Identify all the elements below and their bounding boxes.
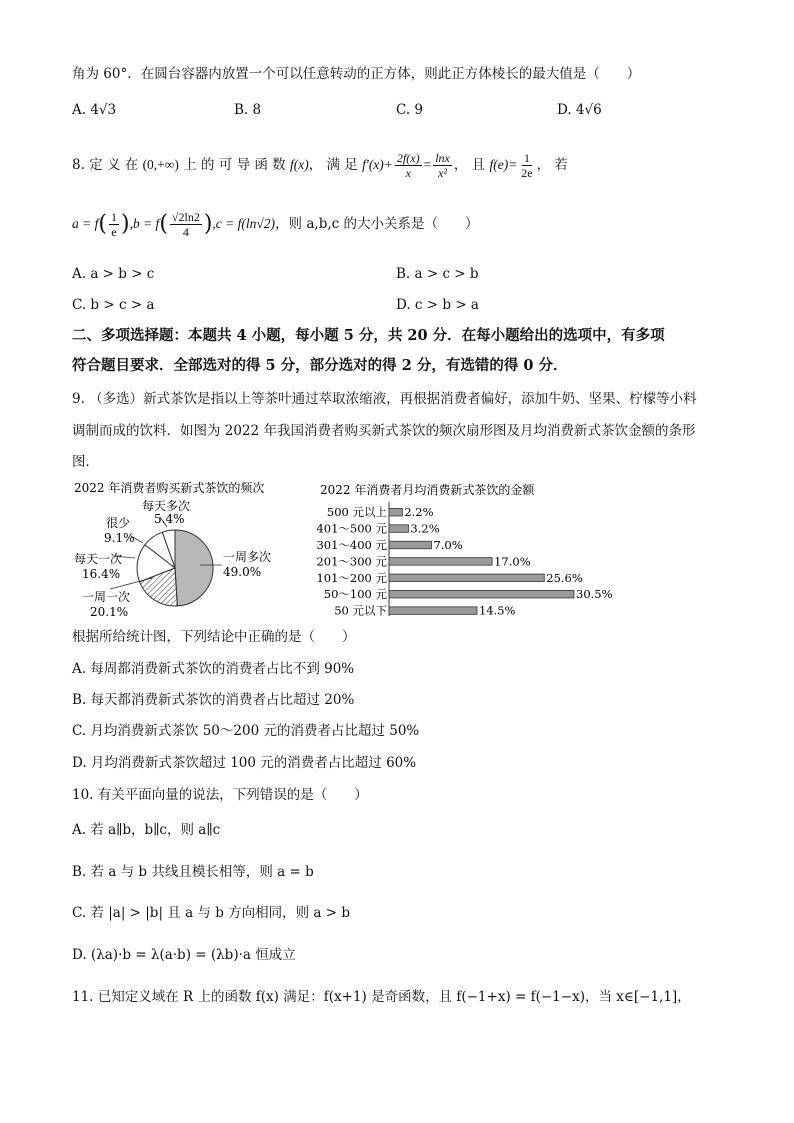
q8-eq-frac xyxy=(395,151,422,180)
q10-option-d: D. (λa)·b = λ(a·b) = (λb)·a 恒成立 xyxy=(72,947,296,963)
q8-option-b: B. a > c > b xyxy=(396,266,479,282)
pie-value-daily-multiple: 5.4% xyxy=(154,512,185,526)
bar xyxy=(389,607,477,615)
q7-option-d: D. 4√6 xyxy=(557,102,602,118)
q8-rhs-num: lnx xyxy=(435,151,450,165)
q9-option-a: A. 每周都消费新式茶饮的消费者占比不到 90% xyxy=(72,661,355,677)
q8-fx: f(x) xyxy=(289,157,309,172)
q7-option-c: C. 9 xyxy=(396,102,424,118)
q7-option-b: B. 8 xyxy=(234,102,262,118)
q9-option-b: B. 每天都消费新式茶饮的消费者占比超过 20% xyxy=(72,692,355,708)
q8-prefix: 8. 定 义 在 xyxy=(72,157,139,173)
q8-cond-den: 2e xyxy=(521,166,533,180)
q8-a-num: 1 xyxy=(110,210,117,224)
pie-value-weekly-multiple: 49.0% xyxy=(223,565,262,579)
q8-cond-lhs: f(e)= xyxy=(489,157,518,172)
q9-question: 根据所给统计图，下列结论中正确的是（ ） xyxy=(72,629,356,645)
pie-label-weekly-once: 一周一次 xyxy=(82,590,131,604)
q9-option-c: C. 月均消费新式茶饮 50～200 元的消费者占比超过 50% xyxy=(72,723,420,739)
bar-category-label: 201～300 元 xyxy=(316,554,387,569)
q8-desc2: ， 满 足 xyxy=(308,157,358,173)
q8-eq-frac-num: 2f(x) xyxy=(396,151,420,165)
section-2-heading-line1: 二、多项选择题：本题共 4 小题，每小题 5 分，共 20 分．在每小题给出的选项中，有多项 xyxy=(72,327,665,344)
pie-value-weekly-once: 20.1% xyxy=(90,605,129,619)
bar-value-label: 14.5% xyxy=(478,603,516,618)
pie-value-rarely: 9.1% xyxy=(104,531,135,545)
bar-value-label: 7.0% xyxy=(433,538,463,552)
bar-category-label: 50 元以下 xyxy=(334,603,387,618)
q8-c-def: ,c = f(ln√2) xyxy=(212,216,276,231)
q8-a-den: e xyxy=(111,225,117,239)
q11-stem: 11. 已知定义域在 R 上的函数 f(x) 满足：f(x+1) 是奇函数，且 f(−1+x) = f(−1−x)，当 x∈[−1,1]， xyxy=(72,989,691,1005)
q8-eq-frac-den: x xyxy=(405,166,411,180)
bar xyxy=(389,508,402,516)
q8-b-num: √2ln2 xyxy=(171,210,200,224)
q10-option-b: B. 若 a 与 b 共线且模长相等，则 a = b xyxy=(72,864,314,880)
bar-title: 2022 年消费者月均消费新式茶饮的金额 xyxy=(320,483,535,497)
q8-option-a: A. a > b > c xyxy=(72,266,155,282)
q8-option-c: C. b > c > a xyxy=(72,297,155,313)
q8-eq-mid: = xyxy=(423,157,432,172)
q9-option-d: D. 月均消费新式茶饮超过 100 元的消费者占比超过 60% xyxy=(72,755,417,771)
bar-category-label: 50～100 元 xyxy=(323,587,387,602)
q8-question: ，则 a,b,c 的大小关系是（ ） xyxy=(275,216,479,232)
bar-category-label: 500 元以上 xyxy=(326,505,387,520)
q9-charts xyxy=(0,470,794,630)
q7-stem: 角为 60°．在圆台容器内放置一个可以任意转动的正方体，则此正方体棱长的最大值是（ ） xyxy=(72,66,641,82)
bar-category-label: 401～500 元 xyxy=(316,521,387,536)
q8-a-frac xyxy=(109,210,119,239)
pie-label-daily-once: 每天一次 xyxy=(74,552,123,566)
q8-eq-lhs: f′(x)+ xyxy=(362,157,393,172)
q8-option-d: D. c > b > a xyxy=(396,297,479,313)
bar-value-label: 30.5% xyxy=(576,587,613,602)
bar-categories xyxy=(316,505,387,617)
q7-option-a: A. 4√3 xyxy=(72,102,117,118)
pie-slice-weekly-multiple xyxy=(175,530,213,606)
pie-label-weekly-multiple: 一周多次 xyxy=(223,550,272,564)
pie-label-daily-multiple: 每天多次 xyxy=(142,499,191,513)
q8-ruo: ， 若 xyxy=(536,157,568,173)
q8-a-def: a = f xyxy=(72,216,99,231)
bar xyxy=(389,525,408,533)
q8-desc1: 上 的 可 导 函 数 xyxy=(183,157,286,173)
pie-label-rarely: 很少 xyxy=(106,516,131,530)
q9-stem-line1: 9. （多选）新式茶饮是指以上等茶叶通过萃取浓缩液，再根据消费者偏好，添加牛奶、坚果、柠檬等小料 xyxy=(72,391,697,407)
bar-value-label: 2.2% xyxy=(404,505,434,520)
pie-value-daily-once: 16.4% xyxy=(82,567,121,581)
bar-value-label: 25.6% xyxy=(546,570,583,585)
q8-and: ， 且 xyxy=(453,157,486,173)
q8-interval: (0,+∞) xyxy=(142,157,179,172)
section-2-heading-line2: 符合题目要求．全部选对的得 5 分，部分选对的得 2 分，有选错的得 0 分． xyxy=(72,357,568,374)
q8-b-den: 4 xyxy=(182,225,189,239)
bar-value-label: 3.2% xyxy=(410,521,440,536)
q8-defs: a = f( $\frac{1}{e}$ ),b = f( $\frac{√2\ln 2}{4}$ ),c = f(ln√2)，则 a,b,c 的大小关系是（ ） xyxy=(72,210,479,239)
q8-b-frac xyxy=(170,210,202,239)
pie-chart xyxy=(137,530,213,606)
q8-rhs-frac xyxy=(433,151,452,180)
q8-b-def: ,b = f xyxy=(129,216,160,231)
bar xyxy=(389,574,544,582)
bar xyxy=(389,541,431,549)
q8-rhs-den: x² xyxy=(438,166,447,180)
q10-stem: 10. 有关平面向量的说法，下列错误的是（ ） xyxy=(72,787,368,803)
q8-cond-num: 1 xyxy=(523,151,530,165)
q9-stem-line2: 调制而成的饮料．如图为 2022 年我国消费者购买新式茶饮的频次扇形图及月均消费新式茶饮金额的条形 xyxy=(72,423,696,439)
q8-stem xyxy=(72,150,568,180)
pie-title: 2022 年消费者购买新式茶饮的频次 xyxy=(74,481,265,495)
bar-category-label: 301～400 元 xyxy=(316,538,387,552)
q9-stem-line3: 图． xyxy=(72,454,99,470)
bar xyxy=(389,590,574,598)
bar-value-label: 17.0% xyxy=(494,554,531,569)
q10-option-a: A. 若 a∥b，b∥c，则 a∥c xyxy=(72,822,221,838)
bar-category-label: 101～200 元 xyxy=(316,570,387,585)
bar xyxy=(389,558,492,566)
q10-option-c: C. 若 |a| > |b| 且 a 与 b 方向相同，则 a > b xyxy=(72,905,351,921)
q8-cond-frac xyxy=(519,151,534,180)
